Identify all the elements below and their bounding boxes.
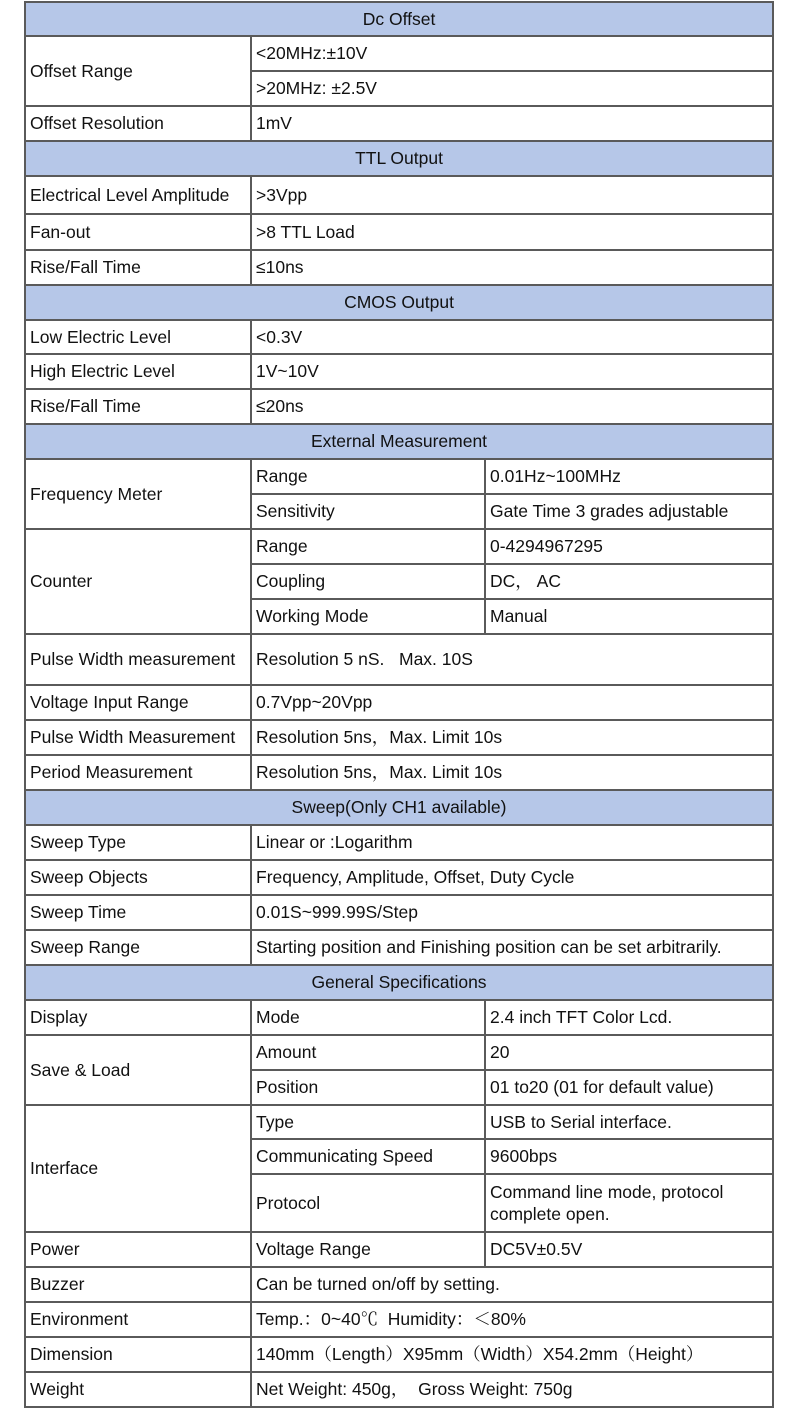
- spec-label: Power: [25, 1232, 251, 1267]
- spec-row: [25, 1105, 773, 1139]
- spec-subname: Protocol: [251, 1174, 485, 1232]
- spec-value: 1V~10V: [251, 354, 773, 389]
- spec-label: Sweep Range: [25, 930, 251, 965]
- spec-value: 1mV: [251, 106, 773, 141]
- spec-subname: Working Mode: [251, 599, 485, 634]
- spec-value: >20MHz: ±2.5V: [251, 71, 773, 106]
- spec-label: Buzzer: [25, 1267, 251, 1302]
- spec-value: USB to Serial interface.: [485, 1105, 773, 1139]
- spec-row: [25, 320, 773, 354]
- spec-subname: Range: [251, 529, 485, 564]
- spec-value: 9600bps: [485, 1139, 773, 1174]
- spec-value: Resolution 5ns，Max. Limit 10s: [251, 755, 773, 790]
- spec-value: >8 TTL Load: [251, 214, 773, 250]
- section-header-general: [25, 965, 773, 1000]
- spec-row: [25, 720, 773, 755]
- spec-value: Net Weight: 450g， Gross Weight: 750g: [251, 1372, 773, 1407]
- spec-subname: Sensitivity: [251, 494, 485, 529]
- section-title: Sweep(Only CH1 available): [25, 790, 773, 825]
- spec-label: Dimension: [25, 1337, 251, 1372]
- spec-row: [25, 529, 773, 564]
- section-header-cmos-output: [25, 285, 773, 320]
- spec-value: Linear or :Logarithm: [251, 825, 773, 860]
- spec-label: Fan-out: [25, 214, 251, 250]
- spec-row: [25, 459, 773, 494]
- spec-row: [25, 36, 773, 71]
- spec-row: [25, 176, 773, 214]
- spec-row: [25, 389, 773, 424]
- spec-value: Resolution 5ns，Max. Limit 10s: [251, 720, 773, 755]
- spec-value: 0.01Hz~100MHz: [485, 459, 773, 494]
- spec-label: Pulse Width Measurement: [25, 720, 251, 755]
- spec-row: [25, 685, 773, 720]
- spec-subname: Voltage Range: [251, 1232, 485, 1267]
- spec-value: Resolution 5 nS. Max. 10S: [251, 634, 773, 685]
- section-title: External Measurement: [25, 424, 773, 459]
- spec-value: <0.3V: [251, 320, 773, 354]
- spec-subname: Amount: [251, 1035, 485, 1070]
- spec-subname: Mode: [251, 1000, 485, 1035]
- spec-value: Manual: [485, 599, 773, 634]
- spec-value: 2.4 inch TFT Color Lcd.: [485, 1000, 773, 1035]
- section-title: Dc Offset: [25, 2, 773, 36]
- spec-label: Counter: [25, 529, 251, 634]
- spec-subname: Position: [251, 1070, 485, 1105]
- spec-row: [25, 250, 773, 285]
- spec-label: Rise/Fall Time: [25, 389, 251, 424]
- spec-label: Voltage Input Range: [25, 685, 251, 720]
- spec-value: Gate Time 3 grades adjustable: [485, 494, 773, 529]
- spec-row: [25, 825, 773, 860]
- spec-value: 20: [485, 1035, 773, 1070]
- spec-label: Environment: [25, 1302, 251, 1337]
- spec-row: [25, 895, 773, 930]
- spec-label: Display: [25, 1000, 251, 1035]
- spec-label: Pulse Width measurement: [25, 634, 251, 685]
- spec-label: Sweep Objects: [25, 860, 251, 895]
- section-title: General Specifications: [25, 965, 773, 1000]
- spec-value: Command line mode, protocol complete open.: [485, 1174, 773, 1232]
- spec-label: Low Electric Level: [25, 320, 251, 354]
- spec-row: [25, 1035, 773, 1070]
- spec-subname: Communicating Speed: [251, 1139, 485, 1174]
- section-header-dc-offset: [25, 2, 773, 36]
- spec-label: Offset Range: [25, 36, 251, 106]
- spec-value: DC5V±0.5V: [485, 1232, 773, 1267]
- section-header-ttl-output: [25, 141, 773, 176]
- spec-label: Save & Load: [25, 1035, 251, 1105]
- spec-row: [25, 1232, 773, 1267]
- spec-row: [25, 214, 773, 250]
- section-title: CMOS Output: [25, 285, 773, 320]
- spec-value: DC， AC: [485, 564, 773, 599]
- spec-table: [24, 1, 774, 1408]
- spec-row: [25, 930, 773, 965]
- section-header-sweep: [25, 790, 773, 825]
- spec-value: <20MHz:±10V: [251, 36, 773, 71]
- spec-label: Offset Resolution: [25, 106, 251, 141]
- spec-subname: Range: [251, 459, 485, 494]
- spec-label: Sweep Time: [25, 895, 251, 930]
- spec-row: [25, 1000, 773, 1035]
- spec-value: 0-4294967295: [485, 529, 773, 564]
- spec-label: Rise/Fall Time: [25, 250, 251, 285]
- spec-value: Starting position and Finishing position can be set arbitrarily.: [251, 930, 773, 965]
- spec-row: [25, 1372, 773, 1407]
- section-header-external-measurement: [25, 424, 773, 459]
- spec-row: [25, 755, 773, 790]
- section-title: TTL Output: [25, 141, 773, 176]
- spec-value: Temp.：0~40℃ Humidity：＜80%: [251, 1302, 773, 1337]
- spec-row: [25, 860, 773, 895]
- spec-row: [25, 1302, 773, 1337]
- spec-label: Weight: [25, 1372, 251, 1407]
- spec-row: [25, 106, 773, 141]
- spec-value: ≤20ns: [251, 389, 773, 424]
- spec-value: >3Vpp: [251, 176, 773, 214]
- spec-value: ≤10ns: [251, 250, 773, 285]
- spec-label: Electrical Level Amplitude: [25, 176, 251, 214]
- spec-row: [25, 354, 773, 389]
- spec-value: 01 to20 (01 for default value): [485, 1070, 773, 1105]
- spec-subname: Type: [251, 1105, 485, 1139]
- spec-row: [25, 1337, 773, 1372]
- spec-label: Sweep Type: [25, 825, 251, 860]
- spec-label: Period Measurement: [25, 755, 251, 790]
- spec-subname: Coupling: [251, 564, 485, 599]
- spec-label: Interface: [25, 1105, 251, 1232]
- spec-value: Frequency, Amplitude, Offset, Duty Cycle: [251, 860, 773, 895]
- spec-value: 0.7Vpp~20Vpp: [251, 685, 773, 720]
- spec-value: Can be turned on/off by setting.: [251, 1267, 773, 1302]
- spec-row: [25, 634, 773, 685]
- spec-row: [25, 1267, 773, 1302]
- spec-value: 140mm（Length）X95mm（Width）X54.2mm（Height）: [251, 1337, 773, 1372]
- spec-value: 0.01S~999.99S/Step: [251, 895, 773, 930]
- spec-label: High Electric Level: [25, 354, 251, 389]
- spec-label: Frequency Meter: [25, 459, 251, 529]
